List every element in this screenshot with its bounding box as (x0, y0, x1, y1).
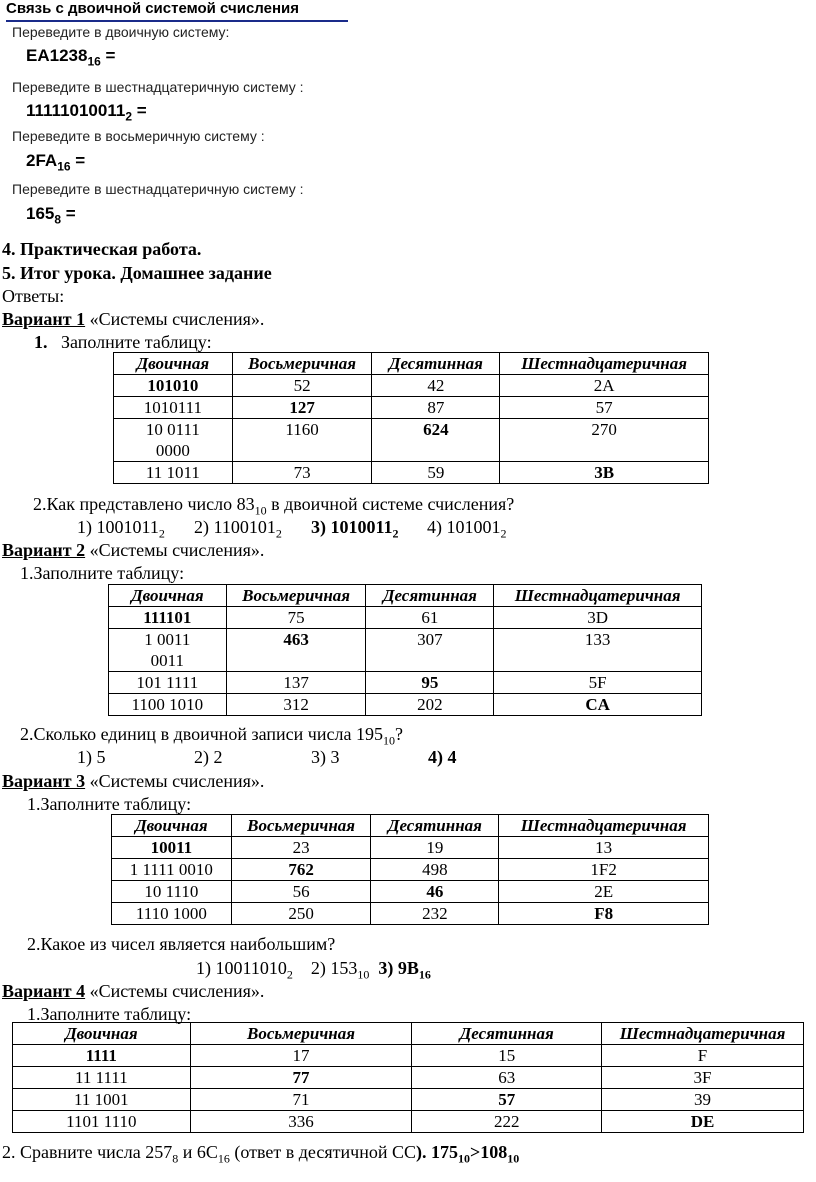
header-decimal: Десятинная (371, 815, 499, 837)
table-header-row (114, 353, 709, 375)
table-cell: 1100 1010 (109, 694, 227, 716)
table-cell: 19 (371, 837, 499, 859)
table-cell: 1F2 (499, 859, 709, 881)
table-cell: 133 (494, 629, 702, 672)
table-row (109, 607, 702, 629)
table-cell: 59 (372, 462, 500, 484)
table-cell: 11 1001 (13, 1089, 191, 1111)
variant-4-question-2: 2. Сравните числа $257_8$ и $6С_{16}$ (ответ в десятичной СС). $175_{10}>108_{10}$ (2, 1142, 520, 1166)
header-octal: Восьмеричная (190, 1023, 412, 1045)
variant-2-question-2: 2.Сколько единиц в двоичной записи числа $195_{10}$? (20, 724, 403, 748)
variant-4-table (12, 1022, 804, 1133)
table-cell: 3B (500, 462, 709, 484)
variant-1-option-2: 2) $1100101_2$ (194, 517, 282, 541)
table-cell: 57 (500, 397, 709, 419)
variant-1-heading: Вариант 1 «Системы счисления». (2, 309, 265, 329)
table-cell: 222 (412, 1111, 602, 1133)
variant-2-task-1: 1.Заполните таблицу: (20, 563, 185, 583)
table-row (114, 375, 709, 397)
table-header-row (13, 1023, 804, 1045)
table-cell: 77 (190, 1067, 412, 1089)
task-prompt-1: Переведите в двоичную систему: (12, 24, 230, 40)
task-expr-2: $11111010011_2$ = (26, 101, 147, 124)
variant-3-question-2: 2.Какое из чисел является наибольшим? (27, 934, 336, 954)
header-hex: Шестнадцатеричная (494, 585, 702, 607)
table-row (112, 859, 709, 881)
table-cell: 498 (371, 859, 499, 881)
variant-2-table (108, 584, 702, 716)
table-cell: 17 (190, 1045, 412, 1067)
table-cell: 312 (226, 694, 366, 716)
variant-3-option-1: 1) $10011010_2$ (196, 958, 293, 982)
table-cell: 95 (366, 672, 494, 694)
table-cell: 270 (500, 419, 709, 462)
header-decimal: Десятинная (372, 353, 500, 375)
table-cell: 5F (494, 672, 702, 694)
header-binary: Двоичная (114, 353, 233, 375)
table-cell: 307 (366, 629, 494, 672)
header-octal: Восьмеричная (226, 585, 366, 607)
table-cell: 56 (231, 881, 371, 903)
task-prompt-4: Переведите в шестнадцатеричную систему : (12, 181, 304, 197)
header-decimal: Десятинная (412, 1023, 602, 1045)
table-cell: 71 (190, 1089, 412, 1111)
header-binary: Двоичная (112, 815, 232, 837)
table-row (109, 694, 702, 716)
table-cell: 250 (231, 903, 371, 925)
table-cell: 46 (371, 881, 499, 903)
table-cell: 3D (494, 607, 702, 629)
header-decimal: Десятинная (366, 585, 494, 607)
table-cell: CA (494, 694, 702, 716)
table-header-row (112, 815, 709, 837)
table-cell: 10011 (112, 837, 232, 859)
table-cell: 2A (500, 375, 709, 397)
variant-2-option-1: 1) 5 (77, 747, 106, 767)
title-underline (6, 20, 348, 22)
variant-4-answer: ). $175_{10}>108_{10}$ (415, 1142, 520, 1166)
variant-2-heading: Вариант 2 «Системы счисления». (2, 540, 265, 560)
variant-1-option-3: 3) $1010011_2$ (311, 517, 399, 541)
table-cell: 624 (372, 419, 500, 462)
table-cell: 2E (499, 881, 709, 903)
header-octal: Восьмеричная (231, 815, 371, 837)
table-cell: 1 1111 0010 (112, 859, 232, 881)
task-expr-3: $2FA_{16}$ = (26, 151, 86, 174)
table-cell: 11 1011 (114, 462, 233, 484)
table-cell: 10 0111 0000 (114, 419, 233, 462)
table-cell: 52 (232, 375, 372, 397)
task-prompt-2: Переведите в шестнадцатеричную систему : (12, 79, 304, 95)
header-hex: Шестнадцатеричная (499, 815, 709, 837)
table-row (112, 903, 709, 925)
table-row (112, 837, 709, 859)
table-cell: 127 (232, 397, 372, 419)
variant-3-option-2: 2) $153_{10}$ (310, 958, 370, 982)
table-row (13, 1089, 804, 1111)
table-cell: 87 (372, 397, 500, 419)
table-cell: DE (602, 1111, 804, 1133)
table-cell: 3F (602, 1067, 804, 1089)
table-cell: 73 (232, 462, 372, 484)
table-cell: 15 (412, 1045, 602, 1067)
section-4-heading: 4. Практическая работа. (2, 239, 202, 259)
table-cell: 1160 (232, 419, 372, 462)
table-cell: 1 0011 0011 (109, 629, 227, 672)
table-cell: 11 1111 (13, 1067, 191, 1089)
table-row (109, 672, 702, 694)
table-row (109, 629, 702, 672)
task-prompt-3: Переведите в восьмеричную систему : (12, 128, 265, 144)
header-hex: Шестнадцатеричная (500, 353, 709, 375)
table-cell: 1101 1110 (13, 1111, 191, 1133)
table-row (112, 881, 709, 903)
table-cell: 202 (366, 694, 494, 716)
table-row (114, 462, 709, 484)
section-title: Связь с двоичной системой счисления (6, 0, 299, 17)
table-cell: F8 (499, 903, 709, 925)
table-cell: 61 (366, 607, 494, 629)
table-cell: 336 (190, 1111, 412, 1133)
table-cell: 1111 (13, 1045, 191, 1067)
table-cell: 1010111 (114, 397, 233, 419)
variant-4-task-1: 1.Заполните таблицу: (27, 1004, 192, 1024)
variant-3-heading: Вариант 3 «Системы счисления». (2, 771, 265, 791)
variant-2-option-2: 2) 2 (194, 747, 223, 767)
table-cell: 137 (226, 672, 366, 694)
variant-2-option-4: 4) 4 (428, 747, 457, 767)
table-row (13, 1045, 804, 1067)
table-cell: 75 (226, 607, 366, 629)
variant-4-heading: Вариант 4 «Системы счисления». (2, 981, 265, 1001)
table-cell: 39 (602, 1089, 804, 1111)
variant-1-option-4: 4) $101001_2$ (427, 517, 507, 541)
table-cell: 101010 (114, 375, 233, 397)
header-octal: Восьмеричная (232, 353, 372, 375)
header-binary: Двоичная (109, 585, 227, 607)
table-cell: 10 1110 (112, 881, 232, 903)
variant-3-option-3: 3) $9B_{16}$ (378, 958, 431, 982)
variant-1-table (113, 352, 709, 484)
table-cell: 762 (231, 859, 371, 881)
table-cell: 463 (226, 629, 366, 672)
variant-2-option-3: 3) 3 (311, 747, 340, 767)
table-cell: 57 (412, 1089, 602, 1111)
table-header-row (109, 585, 702, 607)
variant-3-table (111, 814, 709, 925)
variant-1-question-2: 2.Как представлено число $83_{10}$ в двоичной системе счисления? (33, 494, 515, 518)
variant-3-task-1: 1.Заполните таблицу: (27, 794, 192, 814)
table-cell: 101 1111 (109, 672, 227, 694)
header-hex: Шестнадцатеричная (602, 1023, 804, 1045)
table-cell: F (602, 1045, 804, 1067)
variant-3-options (196, 957, 431, 982)
table-row (13, 1111, 804, 1133)
task-expr-4: $165_8$ = (26, 204, 76, 227)
table-cell: 111101 (109, 607, 227, 629)
section-5-heading: 5. Итог урока. Домашнее задание (2, 263, 272, 283)
table-row (114, 397, 709, 419)
table-row (13, 1067, 804, 1089)
table-cell: 232 (371, 903, 499, 925)
table-cell: 42 (372, 375, 500, 397)
table-cell: 63 (412, 1067, 602, 1089)
table-cell: 1110 1000 (112, 903, 232, 925)
answers-label: Ответы: (2, 286, 65, 306)
variant-1-task-1: 1. Заполните таблицу: (34, 332, 212, 352)
table-cell: 23 (231, 837, 371, 859)
table-cell: 13 (499, 837, 709, 859)
header-binary: Двоичная (13, 1023, 191, 1045)
variant-1-option-1: 1) $1001011_2$ (77, 517, 165, 541)
table-row (114, 419, 709, 462)
task-expr-1: $EA1238_{16}$ = (26, 46, 116, 69)
